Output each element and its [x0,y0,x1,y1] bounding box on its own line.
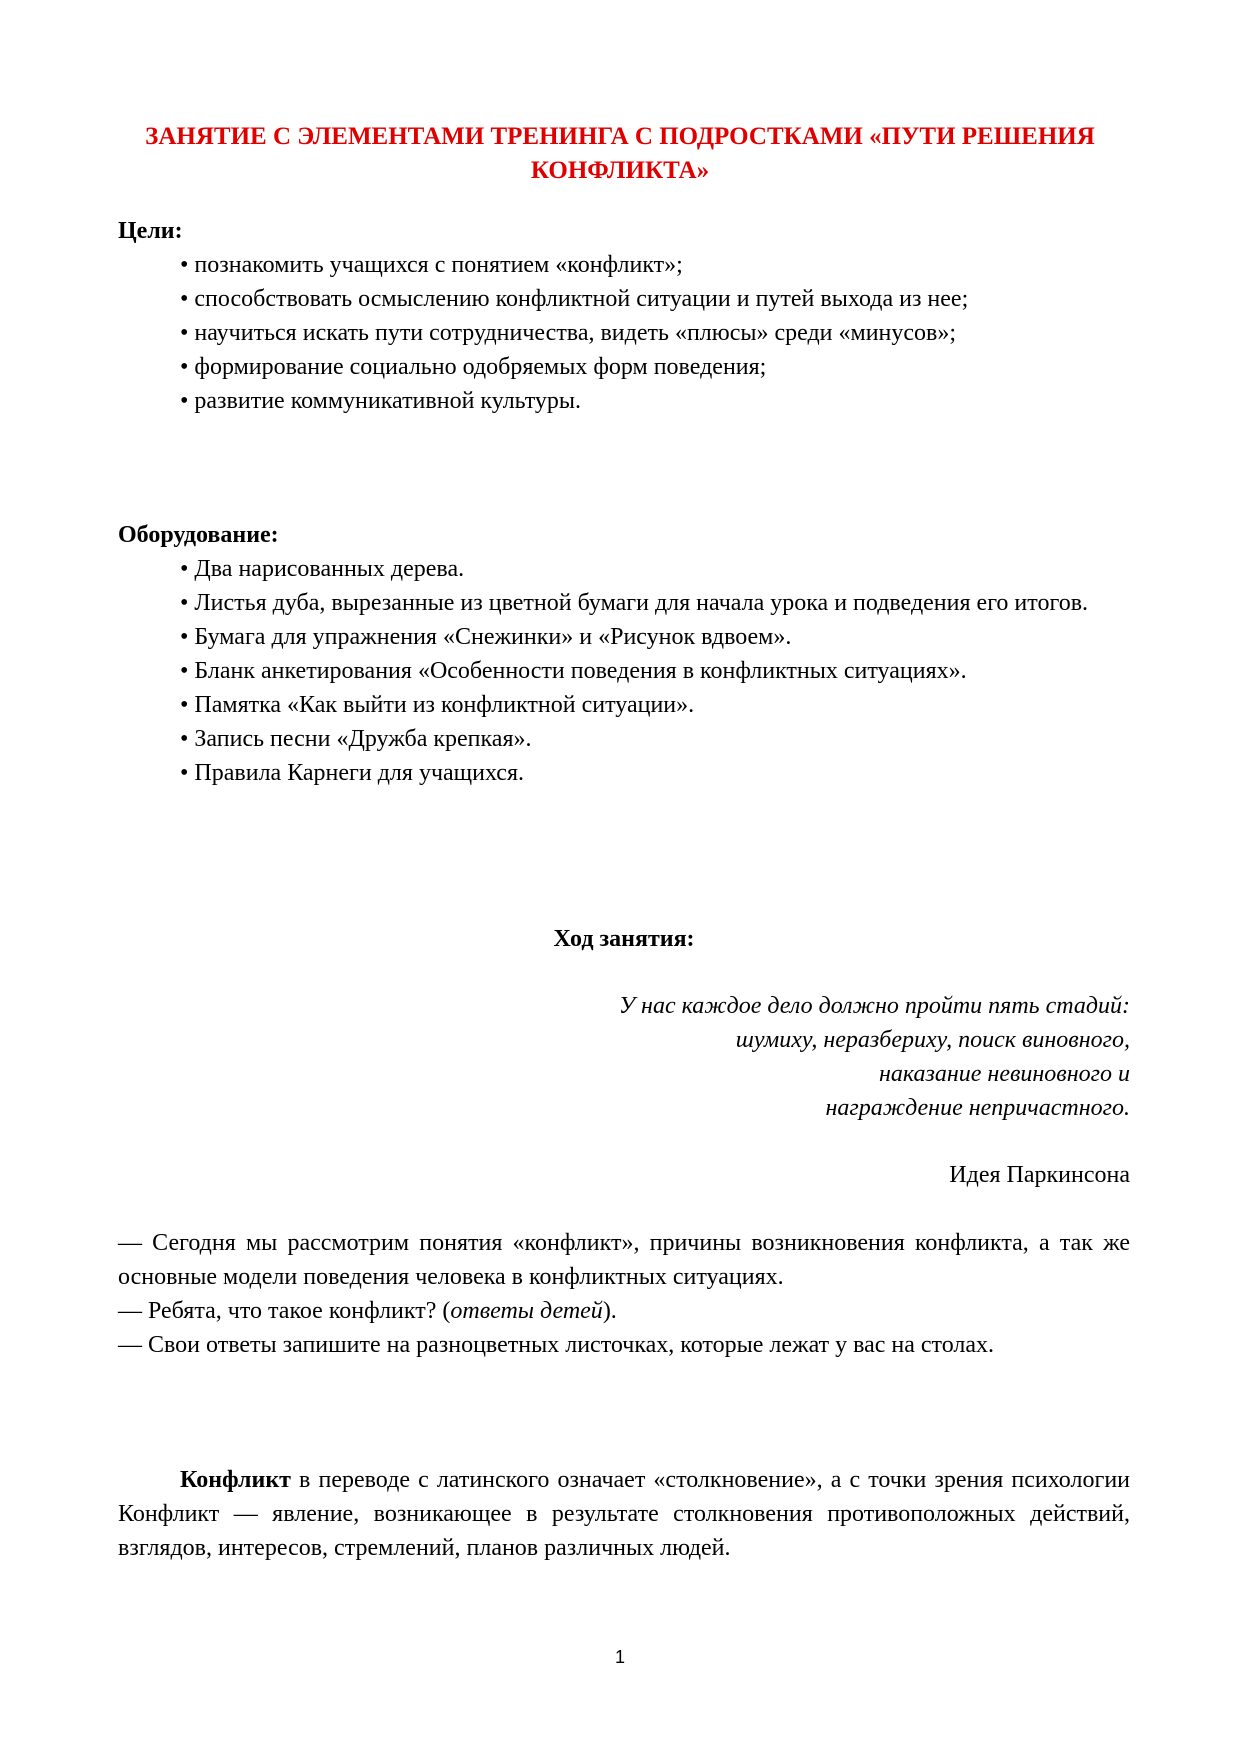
list-item: • Два нарисованных дерева. [180,556,465,582]
list-item: • Бумага для упражнения «Снежинки» и «Рисунок вдвоем». [180,624,792,650]
equipment-heading: Оборудование: [118,522,279,548]
list-item: • Листья дуба, вырезанные из цветной бумаги для начала урока и подведения его итогов. [180,590,1089,616]
epigraph-author: Идея Паркинсона [949,1162,1130,1188]
list-item: • познакомить учащихся с понятием «конфликт»; [180,252,683,278]
term: Конфликт [180,1467,291,1493]
epigraph [118,989,1130,1125]
document-title: ЗАНЯТИЕ С ЭЛЕМЕНТАМИ ТРЕНИНГА С ПОДРОСТКАМИ «ПУТИ РЕШЕНИЯ КОНФЛИКТА» [145,123,1095,184]
equipment-list [118,552,1130,790]
paragraph [118,1294,1130,1328]
text: — Ребята, что такое конфликт? ( [118,1298,451,1324]
definition-paragraph [118,1463,1130,1565]
list-item: • формирование социально одобряемых форм поведения; [180,354,767,380]
equipment-section [118,518,1130,790]
list-item: • Бланк анкетирования «Особенности поведения в конфликтных ситуациях». [180,658,967,684]
italic-text: ответы детей [450,1298,603,1324]
intro-dialogue [118,1226,1130,1362]
epigraph-line: шумиху, неразбериху, поиск виновного, [735,1027,1130,1053]
goals-section [118,214,1130,418]
text: ). [602,1298,617,1324]
definition-text: в переводе с латинского означает «столкновение», а с точки зрения психологии Конфликт — явление, возникающее в результате столкновения противоположных действий, взглядов, интересов, стремлений, планов различных людей. [118,1467,1130,1561]
epigraph-line: У нас каждое дело должно пройти пять стадий: [618,993,1130,1019]
list-item: • Правила Карнеги для учащихся. [180,760,524,786]
page-number: 1 [614,1647,625,1667]
list-item: • Запись песни «Дружба крепкая». [180,726,532,752]
goals-list [118,248,1130,418]
list-item: • способствовать осмыслению конфликтной ситуации и путей выхода из нее; [180,286,969,312]
list-item: • научиться искать пути сотрудничества, видеть «плюсы» среди «минусов»; [180,320,957,346]
list-item: • Памятка «Как выйти из конфликтной ситуации». [180,692,695,718]
course-heading: Ход занятия: [553,926,695,952]
epigraph-line: наказание невиновного и [878,1061,1130,1087]
paragraph: — Сегодня мы рассмотрим понятия «конфликт», причины возникновения конфликта, а так же основные модели поведения человека в конфликтных ситуациях. [118,1230,1130,1290]
goals-heading: Цели: [118,218,183,244]
paragraph: — Свои ответы запишите на разноцветных листочках, которые лежат у вас на столах. [118,1332,995,1358]
epigraph-line: награждение непричастного. [825,1095,1130,1121]
list-item: • развитие коммуникативной культуры. [180,388,581,414]
